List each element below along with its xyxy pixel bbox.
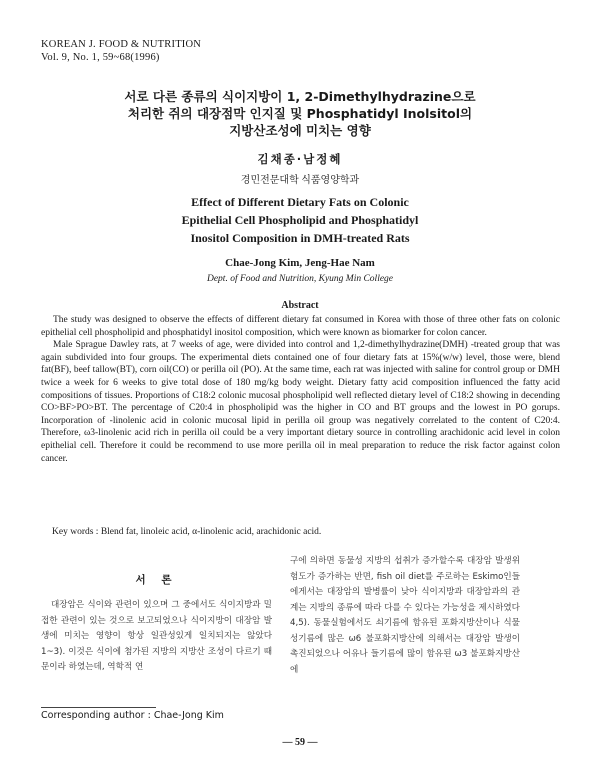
footnote-rule <box>41 707 156 708</box>
english-title <box>0 193 600 247</box>
korean-title-line: 지방산조성에 미치는 영향 <box>229 123 371 138</box>
abstract-body <box>41 314 560 465</box>
body-text-left: 대장암은 식이와 관련이 있으며 그 중에서도 식이지방과 밀접한 관련이 있는 것으로 보고되었으나 식이지방이 대장암 발생에 미치는 영향이 항상 일관성있게 일치되지는 않았다1~3). 이것은 식이에 첨가된 지방의 지방산 조성이 다르기 때문이라 하였는데, 역학적 연 <box>41 600 272 672</box>
keywords: Key words : Blend fat, linoleic acid, α-linolenic acid, arachidonic acid. <box>52 527 322 537</box>
journal-header <box>41 38 201 64</box>
section-heading: 서 론 <box>135 574 178 586</box>
abstract-heading: Abstract <box>281 300 319 311</box>
english-title-line: Epithelial Cell Phospholipid and Phosphatidyl <box>181 213 419 227</box>
abstract-paragraph: Male Sprague Dawley rats, at 7 weeks of age, were divided into control and 1,2-dimethylhydrazine(DMH) -treated group that was again subdivided into four groups. The experimental diets contained one of four dietary fats at 15%(w/w) level, those were, blend fat(BF), beef tallow(BT), corn oil(CO) or perilla oil (PO). At the same time, each rat was injected with saline for control group or DMH twice a week for 6 weeks to give total dose of 180 mg/kg body weight. Dietary fatty acid composition influenced the fatty acid compositions of tissues. Proportions of C18:2 colonic mucosal phospholipid well reflected dietary level of C18:2 showing in decending CO>BF>PO>BT. The percentage of C20:4 in phospholipid was the higher in CO and BT groups and the lowest in PO gorups. Incorporation of -linolenic acid in colonic mucosal lipid in perilla oil group was negatively correlated to the content of C20:4. Therefore, ω3-linolenic acid rich in perilla oil could be a very important dietary source in controlling arachidonic acid level in colon epithelial cell. Therefore it could be recommend to use more perilla oil in meal preparation to reduce the risk factor against colon cancer. <box>41 340 560 464</box>
english-title-line: Inositol Composition in DMH-treated Rats <box>190 231 410 245</box>
english-authors: Chae-Jong Kim, Jeng-Hae Nam <box>225 257 375 269</box>
korean-title-line: 서로 다른 종류의 식이지방이 1, 2-Dimethylhydrazine으로 <box>124 89 476 104</box>
abstract-paragraph: The study was designed to observe the effects of different dietary fat consumed in Korea with those of three other fats on colonic epithelial cell phospholipid and phosphatidyl inositol composition, which were known as biomarker for colon cancer. <box>41 315 560 338</box>
journal-volume: Vol. 9, No. 1, 59~68(1996) <box>41 52 160 63</box>
korean-title-line: 처리한 쥐의 대장점막 인지질 및 Phosphatidyl Inolsitol의 <box>127 106 473 121</box>
english-affiliation: Dept. of Food and Nutrition, Kyung Min College <box>206 274 394 284</box>
corresponding-author: Corresponding author : Chae-Jong Kim <box>41 710 224 721</box>
korean-authors: 김채종·남정혜 <box>257 152 343 166</box>
journal-name: KOREAN J. FOOD & NUTRITION <box>41 39 202 50</box>
english-title-line: Effect of Different Dietary Fats on Colonic <box>191 195 409 209</box>
body-text-right: 구에 의하면 동물성 지방의 섭취가 증가할수록 대장암 발생위험도가 증가하는 반면, fish oil diet를 주로하는 Eskimo인들에게서는 대장암의 발병률이 낮아 식이지방과 대장암과의 관계는 지방의 종류에 따라 다를 수 있다는 가능성을 제시하였다4,5). 동물실험에서도 쇠기름에 함유된 포화지방산이나 식물성기름에 많은 ω6 불포화지방산에 의해서는 대장암 발생이 촉진되었으나 어유나 들기름에 많이 함유된 ω3 불포화지방산에 <box>290 556 520 675</box>
page-number: — 59 — <box>282 737 318 748</box>
korean-affiliation: 경민전문대학 식품영양학과 <box>240 175 360 186</box>
korean-title <box>40 88 560 139</box>
